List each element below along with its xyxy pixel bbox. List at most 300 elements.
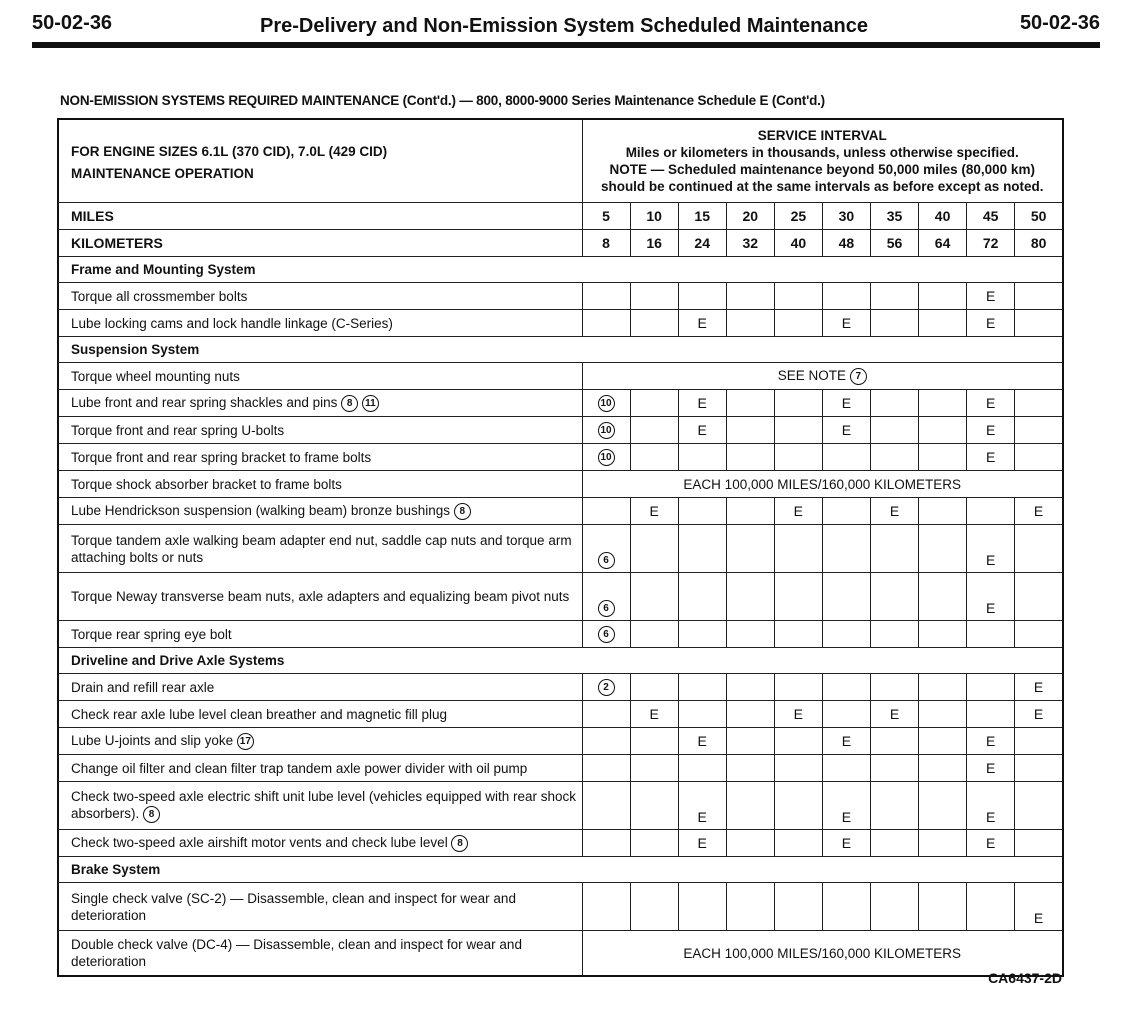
interval-cell bbox=[726, 701, 774, 728]
operation-text: Drain and refill rear axle bbox=[71, 679, 215, 695]
interval-cell bbox=[630, 830, 678, 857]
table-row bbox=[58, 782, 1063, 830]
interval-cell bbox=[822, 701, 870, 728]
interval-cell bbox=[1015, 573, 1063, 621]
interval-cell bbox=[726, 674, 774, 701]
maintenance-operation bbox=[58, 621, 582, 648]
interval-cell bbox=[678, 621, 726, 648]
interval-cell bbox=[630, 390, 678, 417]
interval-mark: E bbox=[841, 732, 852, 749]
interval-cell bbox=[870, 525, 918, 573]
interval-cell bbox=[726, 782, 774, 830]
interval-cell bbox=[870, 444, 918, 471]
interval-mark: E bbox=[697, 394, 707, 411]
circled-note-10: 10 bbox=[598, 449, 615, 466]
interval-mark: E bbox=[841, 421, 852, 438]
interval-cell bbox=[726, 390, 774, 417]
interval-cell bbox=[678, 701, 726, 728]
interval-cell bbox=[967, 621, 1015, 648]
interval-cell bbox=[774, 701, 822, 728]
interval-cell bbox=[726, 525, 774, 573]
miles-value: 10 bbox=[630, 203, 678, 230]
interval-cell bbox=[870, 283, 918, 310]
interval-mark: E bbox=[1033, 502, 1044, 519]
interval-cell bbox=[726, 883, 774, 931]
table-row bbox=[58, 310, 1063, 337]
interval-cell bbox=[582, 444, 630, 471]
interval-mark: E bbox=[841, 809, 852, 825]
interval-mark: E bbox=[841, 314, 852, 331]
interval-cell bbox=[822, 755, 870, 782]
miles-value: 50 bbox=[1015, 203, 1063, 230]
interval-cell bbox=[870, 755, 918, 782]
interval-mark: E bbox=[889, 705, 900, 722]
km-value: 24 bbox=[678, 230, 726, 257]
table-row bbox=[58, 674, 1063, 701]
header-operation-cell bbox=[58, 119, 582, 203]
maintenance-operation bbox=[58, 728, 582, 755]
interval-cell bbox=[822, 498, 870, 525]
interval-mark: E bbox=[985, 809, 996, 825]
service-interval-line1: Miles or kilometers in thousands, unless otherwise specified. bbox=[625, 145, 1019, 160]
table-row bbox=[58, 390, 1063, 417]
interval-cell bbox=[726, 498, 774, 525]
maintenance-operation bbox=[58, 417, 582, 444]
section-title: Brake System bbox=[58, 857, 1063, 883]
interval-cell bbox=[774, 283, 822, 310]
miles-value: 40 bbox=[919, 203, 967, 230]
interval-cell bbox=[726, 444, 774, 471]
interval-cell bbox=[870, 701, 918, 728]
interval-mark: E bbox=[697, 421, 707, 438]
interval-cell bbox=[630, 883, 678, 931]
interval-mark: E bbox=[985, 600, 996, 616]
interval-cell bbox=[822, 728, 870, 755]
operation-text: Torque wheel mounting nuts bbox=[71, 368, 240, 384]
table-row bbox=[58, 363, 1063, 390]
interval-cell bbox=[1015, 310, 1063, 337]
interval-cell bbox=[919, 883, 967, 931]
interval-cell bbox=[1015, 830, 1063, 857]
interval-cell bbox=[1015, 417, 1063, 444]
service-interval-header bbox=[582, 119, 1063, 203]
miles-value: 45 bbox=[967, 203, 1015, 230]
interval-cell bbox=[822, 283, 870, 310]
circled-note-8: 8 bbox=[451, 835, 468, 852]
interval-cell bbox=[678, 674, 726, 701]
interval-cell bbox=[967, 830, 1015, 857]
table-row bbox=[58, 525, 1063, 573]
interval-mark: E bbox=[1033, 678, 1044, 695]
interval-cell bbox=[870, 498, 918, 525]
interval-mark: E bbox=[985, 287, 996, 304]
interval-cell bbox=[678, 444, 726, 471]
interval-cell bbox=[822, 390, 870, 417]
section-title: Suspension System bbox=[58, 337, 1063, 363]
interval-cell bbox=[630, 417, 678, 444]
circled-note-17: 17 bbox=[237, 733, 254, 750]
interval-cell bbox=[774, 883, 822, 931]
interval-cell bbox=[582, 755, 630, 782]
interval-mark: E bbox=[697, 732, 707, 749]
miles-value: 15 bbox=[678, 203, 726, 230]
km-value: 64 bbox=[919, 230, 967, 257]
circled-note-11: 11 bbox=[362, 395, 379, 412]
page-number-left: 50-02-36 bbox=[32, 12, 113, 34]
interval-cell bbox=[630, 728, 678, 755]
interval-cell bbox=[774, 728, 822, 755]
interval-cell bbox=[582, 830, 630, 857]
interval-cell bbox=[967, 417, 1015, 444]
interval-cell bbox=[678, 883, 726, 931]
interval-mark: E bbox=[697, 834, 707, 851]
interval-cell bbox=[1015, 755, 1063, 782]
operation-text: Torque front and rear spring bracket to frame bolts bbox=[71, 449, 372, 465]
circled-note-10: 10 bbox=[598, 422, 615, 439]
interval-cell bbox=[822, 782, 870, 830]
km-value: 16 bbox=[630, 230, 678, 257]
interval-cell bbox=[822, 621, 870, 648]
interval-cell bbox=[919, 674, 967, 701]
maintenance-operation bbox=[58, 498, 582, 525]
interval-cell bbox=[919, 525, 967, 573]
interval-cell bbox=[582, 621, 630, 648]
interval-mark: E bbox=[985, 552, 996, 568]
interval-cell bbox=[774, 674, 822, 701]
interval-cell bbox=[870, 674, 918, 701]
interval-cell bbox=[630, 444, 678, 471]
interval-cell bbox=[822, 444, 870, 471]
interval-cell bbox=[630, 782, 678, 830]
interval-cell bbox=[870, 883, 918, 931]
km-value: 56 bbox=[870, 230, 918, 257]
circled-note-6: 6 bbox=[598, 552, 615, 569]
interval-cell bbox=[582, 701, 630, 728]
interval-cell bbox=[822, 573, 870, 621]
table-row bbox=[58, 931, 1063, 977]
interval-cell bbox=[582, 674, 630, 701]
interval-cell bbox=[822, 417, 870, 444]
kilometers-row bbox=[58, 230, 1063, 257]
interval-cell bbox=[919, 573, 967, 621]
interval-cell bbox=[967, 728, 1015, 755]
interval-cell bbox=[822, 830, 870, 857]
operation-text: Check rear axle lube level clean breather and magnetic fill plug bbox=[71, 706, 447, 722]
interval-cell bbox=[630, 755, 678, 782]
interval-mark: E bbox=[889, 502, 900, 519]
interval-cell bbox=[870, 390, 918, 417]
interval-mark: E bbox=[793, 502, 804, 519]
page-number-right: 50-02-36 bbox=[1019, 12, 1100, 34]
interval-cell bbox=[1015, 728, 1063, 755]
interval-cell bbox=[919, 310, 967, 337]
table-row bbox=[58, 728, 1063, 755]
circled-note-10: 10 bbox=[598, 395, 615, 412]
table-row bbox=[58, 471, 1063, 498]
km-value: 8 bbox=[582, 230, 630, 257]
circled-note-6: 6 bbox=[598, 626, 615, 643]
interval-cell bbox=[726, 283, 774, 310]
interval-mark: E bbox=[985, 394, 996, 411]
interval-cell bbox=[726, 755, 774, 782]
circled-note-8: 8 bbox=[143, 806, 160, 823]
section-header-row bbox=[58, 648, 1063, 674]
maintenance-operation bbox=[58, 883, 582, 931]
interval-mark: E bbox=[985, 448, 996, 465]
operation-text: Lube Hendrickson suspension (walking beam) bronze bushings bbox=[71, 503, 450, 519]
interval-cell bbox=[678, 782, 726, 830]
operation-text: Single check valve (SC-2) — Disassemble, clean and inspect for wear and deterioration bbox=[71, 890, 516, 923]
table-row bbox=[58, 417, 1063, 444]
maintenance-operation bbox=[58, 674, 582, 701]
kilometers-label: KILOMETERS bbox=[58, 230, 582, 257]
operation-text: Change oil filter and clean filter trap tandem axle power divider with oil pump bbox=[71, 760, 528, 776]
interval-cell bbox=[630, 674, 678, 701]
operation-text: Torque tandem axle walking beam adapter end nut, saddle cap nuts and torque arm attaching bolts or nuts bbox=[71, 532, 572, 565]
miles-value: 25 bbox=[774, 203, 822, 230]
maintenance-operation bbox=[58, 782, 582, 830]
circled-note-2: 2 bbox=[598, 679, 615, 696]
interval-cell bbox=[774, 782, 822, 830]
table-row bbox=[58, 444, 1063, 471]
interval-cell bbox=[967, 498, 1015, 525]
interval-span-note bbox=[582, 471, 1063, 498]
interval-cell bbox=[630, 573, 678, 621]
interval-cell bbox=[967, 883, 1015, 931]
interval-cell bbox=[919, 444, 967, 471]
maintenance-operation-label: MAINTENANCE OPERATION bbox=[71, 166, 254, 181]
interval-cell bbox=[1015, 621, 1063, 648]
operation-text: Double check valve (DC-4) — Disassemble, clean and inspect for wear and deterioration bbox=[71, 937, 522, 969]
interval-mark: E bbox=[649, 502, 659, 519]
interval-cell bbox=[870, 728, 918, 755]
interval-span-note bbox=[582, 363, 1063, 390]
interval-cell bbox=[678, 498, 726, 525]
table-row bbox=[58, 755, 1063, 782]
interval-cell bbox=[967, 755, 1015, 782]
table-caption: NON-EMISSION SYSTEMS REQUIRED MAINTENANCE (Cont'd.) — 800, 8000-9000 Series Maintenance Schedule E (Cont'd.) bbox=[60, 93, 825, 108]
interval-cell bbox=[630, 621, 678, 648]
km-value: 48 bbox=[822, 230, 870, 257]
maintenance-operation bbox=[58, 471, 582, 498]
table-row bbox=[58, 701, 1063, 728]
interval-cell bbox=[774, 830, 822, 857]
interval-mark: E bbox=[985, 314, 996, 331]
interval-cell bbox=[1015, 782, 1063, 830]
interval-cell bbox=[726, 310, 774, 337]
interval-cell bbox=[822, 310, 870, 337]
interval-cell bbox=[1015, 283, 1063, 310]
interval-mark: E bbox=[985, 759, 996, 776]
interval-cell bbox=[774, 444, 822, 471]
table-row bbox=[58, 621, 1063, 648]
interval-mark: E bbox=[985, 732, 996, 749]
maintenance-operation bbox=[58, 573, 582, 621]
circled-note-8: 8 bbox=[454, 503, 471, 520]
interval-cell bbox=[1015, 883, 1063, 931]
engine-size-label: FOR ENGINE SIZES 6.1L (370 CID), 7.0L (429 CID) bbox=[71, 144, 388, 159]
interval-cell bbox=[630, 498, 678, 525]
interval-cell bbox=[822, 525, 870, 573]
interval-mark: E bbox=[985, 421, 996, 438]
operation-text: Check two-speed axle electric shift unit lube level (vehicles equipped with rear shock absorbers). bbox=[71, 789, 577, 822]
interval-mark: E bbox=[649, 705, 659, 722]
maintenance-operation bbox=[58, 755, 582, 782]
interval-cell bbox=[630, 283, 678, 310]
interval-cell bbox=[726, 830, 774, 857]
interval-cell bbox=[870, 573, 918, 621]
interval-cell bbox=[630, 310, 678, 337]
interval-cell bbox=[870, 621, 918, 648]
interval-cell bbox=[870, 310, 918, 337]
operation-text: Lube front and rear spring shackles and pins bbox=[71, 395, 338, 411]
miles-label: MILES bbox=[58, 203, 582, 230]
interval-cell bbox=[726, 728, 774, 755]
interval-cell bbox=[1015, 444, 1063, 471]
interval-mark: E bbox=[985, 834, 996, 851]
interval-cell bbox=[1015, 525, 1063, 573]
section-title: Frame and Mounting System bbox=[58, 257, 1063, 283]
interval-cell bbox=[726, 417, 774, 444]
interval-cell bbox=[678, 390, 726, 417]
interval-cell bbox=[582, 310, 630, 337]
interval-cell bbox=[774, 498, 822, 525]
interval-mark: E bbox=[1033, 910, 1044, 926]
interval-cell bbox=[1015, 498, 1063, 525]
miles-value: 30 bbox=[822, 203, 870, 230]
operation-text: Torque all crossmember bolts bbox=[71, 288, 248, 304]
interval-cell bbox=[678, 755, 726, 782]
interval-cell bbox=[774, 621, 822, 648]
interval-cell bbox=[919, 701, 967, 728]
figure-reference: CA6437-2D bbox=[988, 970, 1062, 986]
miles-value: 20 bbox=[726, 203, 774, 230]
operation-text: Lube U-joints and slip yoke bbox=[71, 733, 234, 749]
interval-cell bbox=[919, 390, 967, 417]
operation-text: Lube locking cams and lock handle linkage (C-Series) bbox=[71, 315, 393, 331]
interval-mark: E bbox=[841, 394, 852, 411]
interval-cell bbox=[678, 417, 726, 444]
interval-cell bbox=[919, 830, 967, 857]
interval-cell bbox=[967, 283, 1015, 310]
interval-cell bbox=[726, 621, 774, 648]
interval-cell bbox=[919, 782, 967, 830]
interval-cell bbox=[582, 283, 630, 310]
section-title: Driveline and Drive Axle Systems bbox=[58, 648, 1063, 674]
interval-cell bbox=[919, 755, 967, 782]
interval-cell bbox=[919, 283, 967, 310]
maintenance-table bbox=[57, 118, 1064, 977]
operation-text: Torque rear spring eye bolt bbox=[71, 626, 232, 642]
interval-mark: E bbox=[1033, 705, 1044, 722]
interval-cell bbox=[582, 498, 630, 525]
interval-cell bbox=[678, 310, 726, 337]
interval-cell bbox=[774, 755, 822, 782]
interval-cell bbox=[870, 830, 918, 857]
maintenance-operation bbox=[58, 701, 582, 728]
km-value: 32 bbox=[726, 230, 774, 257]
interval-cell bbox=[870, 417, 918, 444]
maintenance-operation bbox=[58, 390, 582, 417]
miles-row bbox=[58, 203, 1063, 230]
interval-mark: E bbox=[697, 314, 707, 331]
miles-value: 5 bbox=[582, 203, 630, 230]
section-header-row bbox=[58, 857, 1063, 883]
interval-cell bbox=[582, 417, 630, 444]
interval-cell bbox=[774, 417, 822, 444]
circled-note-8: 8 bbox=[341, 395, 358, 412]
interval-cell bbox=[678, 830, 726, 857]
interval-cell bbox=[582, 390, 630, 417]
km-value: 80 bbox=[1015, 230, 1063, 257]
maintenance-operation bbox=[58, 363, 582, 390]
maintenance-operation bbox=[58, 931, 582, 977]
operation-text: Check two-speed axle airshift motor vents and check lube level bbox=[71, 835, 448, 851]
interval-cell bbox=[774, 525, 822, 573]
page-title: Pre-Delivery and Non-Emission System Scheduled Maintenance bbox=[260, 15, 868, 37]
operation-text: Torque Neway transverse beam nuts, axle adapters and equalizing beam pivot nuts bbox=[71, 589, 570, 604]
interval-cell bbox=[967, 525, 1015, 573]
table-row bbox=[58, 573, 1063, 621]
interval-cell bbox=[678, 283, 726, 310]
maintenance-operation bbox=[58, 283, 582, 310]
interval-cell bbox=[967, 782, 1015, 830]
span-text: EACH 100,000 MILES/160,000 KILOMETERS bbox=[683, 945, 962, 961]
table-row bbox=[58, 830, 1063, 857]
interval-cell bbox=[582, 883, 630, 931]
service-interval-line2: NOTE — Scheduled maintenance beyond 50,000 miles (80,000 km) bbox=[609, 162, 1035, 177]
interval-cell bbox=[822, 883, 870, 931]
interval-cell bbox=[822, 674, 870, 701]
table-row bbox=[58, 498, 1063, 525]
interval-cell bbox=[967, 674, 1015, 701]
interval-cell bbox=[967, 310, 1015, 337]
interval-cell bbox=[582, 525, 630, 573]
interval-cell bbox=[967, 390, 1015, 417]
interval-cell bbox=[582, 728, 630, 755]
interval-cell bbox=[967, 573, 1015, 621]
maintenance-operation bbox=[58, 525, 582, 573]
table-row bbox=[58, 883, 1063, 931]
interval-cell bbox=[1015, 701, 1063, 728]
interval-cell bbox=[919, 728, 967, 755]
service-interval-title: SERVICE INTERVAL bbox=[757, 128, 887, 143]
interval-cell bbox=[582, 573, 630, 621]
maintenance-operation bbox=[58, 444, 582, 471]
interval-cell bbox=[919, 621, 967, 648]
interval-cell bbox=[919, 498, 967, 525]
header-rule bbox=[32, 42, 1100, 48]
interval-cell bbox=[967, 444, 1015, 471]
section-header-row bbox=[58, 257, 1063, 283]
span-text: SEE NOTE bbox=[777, 368, 846, 384]
interval-cell bbox=[919, 417, 967, 444]
circled-note-7: 7 bbox=[850, 368, 867, 385]
interval-cell bbox=[774, 310, 822, 337]
interval-cell bbox=[678, 573, 726, 621]
km-value: 40 bbox=[774, 230, 822, 257]
maintenance-operation bbox=[58, 830, 582, 857]
span-text: EACH 100,000 MILES/160,000 KILOMETERS bbox=[683, 476, 962, 492]
interval-cell bbox=[870, 782, 918, 830]
interval-cell bbox=[678, 728, 726, 755]
interval-cell bbox=[630, 701, 678, 728]
interval-cell bbox=[774, 390, 822, 417]
table-row bbox=[58, 283, 1063, 310]
interval-cell bbox=[1015, 390, 1063, 417]
maintenance-operation bbox=[58, 310, 582, 337]
interval-mark: E bbox=[841, 834, 852, 851]
